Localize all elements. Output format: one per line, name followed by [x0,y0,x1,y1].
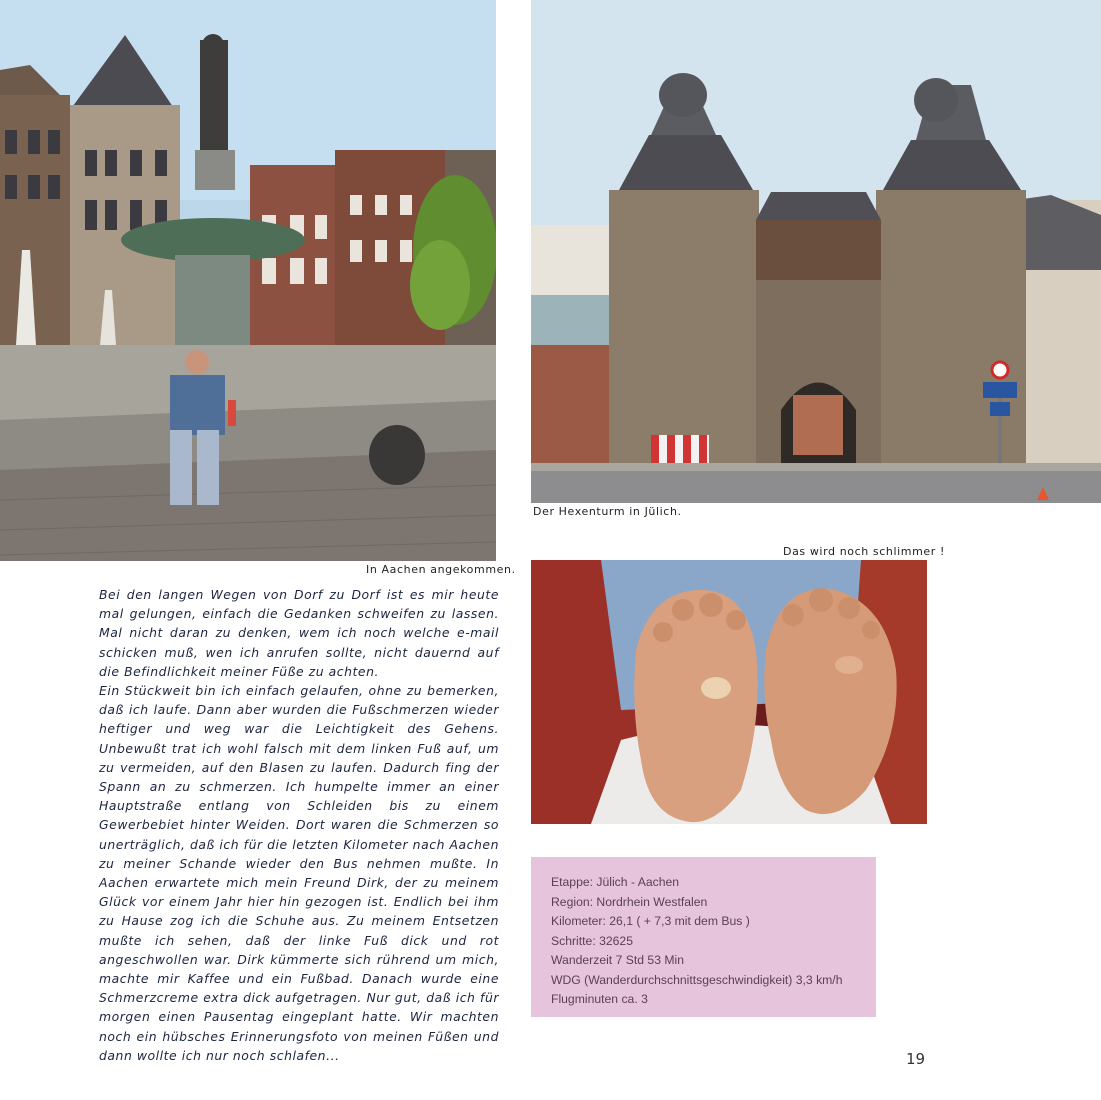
stage-info-box [531,857,876,1017]
info-flugminuten: Flugminuten ca. 3 [551,992,648,1006]
info-wanderzeit: Wanderzeit 7 Std 53 Min [551,953,684,967]
article-paragraph: Ein Stückweit bin ich einfach gelaufen, ohne zu bemerken, daß ich laufe. Dann aber wurden die Fußschmerzen wieder heftiger und weg war die Leichtigkeit des Gehens. Unbewußt trat ich wohl falsch mit dem linken Fuß auf, um zu vermeiden, auf den Blasen zu laufen. Dadurch fing der Spann an zu schmerzen. Ich humpelte immer an einer Hauptstraße entlang von Schleiden bis zu einem Gewerbebiet hinter Weiden. Dort waren die Schmerzen so unerträglich, daß ich für die letzten Kilometer nach Aachen zu meiner Schande wieder den Bus nehmen mußte. In Aachen erwartete mich mein Freund Dirk, der zu meinem Glück vor einem Jahr hier hin gezogen ist. Endlich bei ihm zu Hause zog ich die Schuhe aus. Zu meinem Entsetzen mußte ich sehen, daß der linke Fuß dick und rot angeschwollen war. Dirk kümmerte sich rührend um mich, machte mir Kaffee und ein Fußbad. Danach wurde eine Schmerzcreme extra dick aufgetragen. Nur gut, daß ich für morgen einen Pausentag eingeplant hatte. Wir machten noch ein hübsches Erinnerungsfoto von meinen Füßen und dann wollte ich nur noch schlafen... [99,683,499,1063]
info-etappe: Etappe: Jülich - Aachen [551,875,680,889]
photo-feet [531,560,927,824]
article-body [99,585,499,1065]
page-number: 19 [906,1050,926,1068]
info-region: Region: Nordrhein Westfalen [551,894,708,909]
photo-aachen-fountain [0,0,496,561]
photo-hexenturm [531,0,1101,503]
article-paragraph: Bei den langen Wegen von Dorf zu Dorf ist es mir heute mal gelungen, einfach die Gedanken schweifen zu lassen. Mal nicht daran zu denken, wem ich noch welche e-mail schicken muß, wen ich anrufen sollte, nicht dauernd auf die Befindlichkeit meiner Füße zu achten. [99,587,499,679]
info-schritte: Schritte: 32625 [551,933,633,948]
caption-feet: Das wird noch schlimmer ! [783,545,946,558]
info-wdg: WDG (Wanderdurchschnittsgeschwindigkeit) 3,3 km/h [551,972,843,987]
caption-hexenturm: Der Hexenturm in Jülich. [533,505,682,518]
caption-aachen: In Aachen angekommen. [366,563,516,576]
info-kilometer: Kilometer: 26,1 ( + 7,3 mit dem Bus ) [551,914,750,928]
